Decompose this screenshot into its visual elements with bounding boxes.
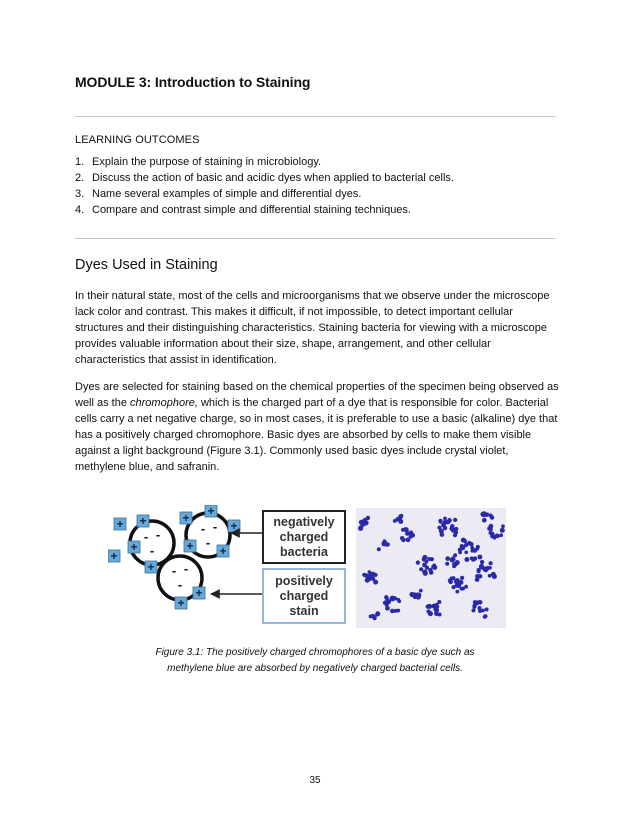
coccus (422, 570, 427, 575)
coccus (371, 576, 375, 580)
coccus (383, 539, 387, 543)
divider-bottom (75, 238, 556, 239)
coccus (491, 572, 496, 577)
coccus (393, 519, 397, 523)
figure-illustration (108, 505, 508, 631)
coccus (453, 518, 457, 522)
svg-text:+: + (230, 519, 238, 533)
coccus (496, 534, 500, 538)
svg-text:+: + (219, 544, 227, 558)
coccus (409, 592, 414, 597)
coccus (406, 538, 411, 543)
divider-top (75, 116, 556, 117)
coccus (385, 606, 390, 611)
coccus (445, 562, 449, 566)
coccus (440, 532, 445, 537)
chromophore-plus (205, 505, 217, 518)
coccus (372, 616, 376, 620)
coccus (366, 516, 370, 520)
caption-line-2: methylene blue are absorbed by negatively charged bacterial cells. (167, 663, 463, 674)
coccus (464, 543, 468, 547)
coccus (488, 561, 492, 565)
coccus (451, 557, 455, 561)
chromophore-plus (175, 596, 187, 610)
section-heading: Dyes Used in Staining (75, 257, 218, 273)
coccus (449, 580, 453, 584)
figure-3-1 (108, 505, 508, 631)
svg-text:+: + (177, 596, 185, 610)
coccus (464, 557, 469, 562)
coccus (471, 608, 475, 612)
coccus (479, 564, 484, 569)
paragraph-natural-state: In their natural state, most of the cells and microorganisms that we observe under the microscope lack color and contrast. This makes it difficult, if not impossible, to detect important cellular structures and their distinguishing characteristics. Staining bacteria for viewing with a microscope provides valuable information about their size, shape, arrangement, and other cellular characteristics that assist in identification. (75, 290, 550, 366)
coccus (385, 598, 389, 602)
chromophore-plus (193, 586, 205, 600)
coccus (411, 533, 415, 537)
coccus (439, 520, 443, 524)
negative-charge: - (200, 521, 206, 536)
chromophore-plus (108, 549, 120, 563)
outcome-text: Compare and contrast simple and differential staining techniques. (92, 204, 411, 216)
negative-charge: - (205, 535, 211, 550)
module-title: MODULE 3: Introduction to Staining (75, 74, 311, 90)
coccus (442, 522, 446, 526)
coccus (428, 611, 433, 616)
chromophore-plus (137, 514, 149, 528)
coccus (469, 542, 474, 547)
chromophore-plus (228, 519, 240, 533)
chromophore-plus (128, 540, 140, 554)
coccus (450, 577, 454, 581)
coccus (480, 560, 484, 564)
svg-text:+: + (186, 539, 194, 553)
coccus (470, 556, 474, 560)
coccus (428, 568, 432, 572)
outcome-item (75, 202, 454, 218)
micrograph (356, 508, 506, 628)
coccus (489, 527, 493, 531)
coccus (485, 608, 489, 612)
coccus (455, 590, 459, 594)
coccus (471, 548, 475, 552)
coccus (416, 560, 420, 564)
outcome-number: 2. (75, 172, 85, 184)
chromophore-plus (180, 511, 192, 525)
coccus (445, 556, 450, 561)
coccus (478, 600, 482, 604)
coccus (473, 600, 477, 604)
learning-outcomes-list (75, 154, 454, 218)
outcome-item (75, 154, 454, 170)
coccus (430, 557, 434, 561)
coccus (475, 577, 480, 582)
chromophore-plus (217, 544, 229, 558)
coccus (419, 589, 423, 593)
svg-text:+: + (110, 549, 118, 563)
paragraph-text: which is the charged part of a dye that is responsible for color. Bacterial cells carry a net negative charge, so in most cases, it is preferable to use a basic (alkaline) dye that has a positively charged chromophore. Basic dyes are absorbed by cells to make them visible against a light background (Figure 3.1). Commonly used basic dyes include crystal violet, methylene blue, and safranin. (75, 397, 558, 473)
label-bacteria-line2: charged (279, 530, 329, 544)
coccus (456, 582, 460, 586)
outcome-number: 1. (75, 156, 85, 168)
svg-text:+: + (182, 511, 190, 525)
coccus (461, 587, 465, 591)
coccus (480, 512, 485, 517)
figure-caption (75, 645, 555, 677)
coccus (416, 596, 420, 600)
chromophore-plus (184, 539, 196, 553)
negative-charge: - (155, 527, 161, 542)
coccus (375, 612, 379, 616)
coccus (393, 596, 397, 600)
charge-diagram (108, 505, 345, 623)
coccus (452, 562, 457, 567)
coccus (364, 573, 369, 578)
coccus (501, 524, 505, 528)
outcome-text: Discuss the action of basic and acidic dyes when applied to bacterial cells. (92, 172, 454, 184)
coccus (396, 609, 400, 613)
coccus (434, 611, 439, 616)
coccus (385, 602, 389, 606)
coccus (477, 569, 481, 573)
chromophore-term: chromophore, (130, 397, 198, 409)
negative-charge: - (171, 563, 177, 578)
label-stain-line1: positively (275, 574, 333, 588)
caption-line-1: Figure 3.1: The positively charged chromophores of a basic dye such as (155, 647, 475, 658)
negative-charge: - (143, 529, 149, 544)
coccus (427, 604, 432, 609)
label-stain-line2: charged (279, 589, 329, 603)
svg-text:+: + (130, 540, 138, 554)
outcome-number: 3. (75, 188, 85, 200)
coccus (458, 551, 462, 555)
coccus (485, 566, 490, 571)
paragraph-text: Dyes are selected for staining based on the chemical properties of the specimen being observed as well as the (75, 381, 559, 409)
coccus (464, 550, 468, 554)
chromophore-plus (145, 560, 157, 574)
svg-text:+: + (139, 514, 147, 528)
coccus (377, 547, 381, 551)
outcome-text: Name several examples of simple and differential dyes. (92, 188, 362, 200)
label-bacteria-line1: negatively (273, 515, 335, 529)
outcome-item (75, 170, 454, 186)
svg-text:+: + (195, 586, 203, 600)
coccus (401, 537, 406, 542)
coccus (405, 531, 409, 535)
learning-outcomes-heading: LEARNING OUTCOMES (75, 134, 200, 146)
coccus (500, 528, 505, 533)
coccus (425, 566, 429, 570)
coccus (460, 576, 464, 580)
label-stain-line3: stain (289, 604, 319, 618)
coccus (360, 520, 364, 524)
coccus (461, 538, 466, 543)
coccus (451, 585, 455, 589)
coccus (369, 615, 373, 619)
coccus (460, 544, 464, 548)
coccus (422, 557, 427, 562)
svg-text:+: + (116, 517, 124, 531)
coccus (365, 521, 369, 525)
paragraph-dye-selection (75, 379, 561, 475)
label-bacteria-line3: bacteria (280, 545, 328, 559)
outcome-text: Explain the purpose of staining in microbiology. (92, 156, 322, 168)
outcome-item (75, 186, 454, 202)
coccus (431, 565, 435, 569)
negative-charge: - (212, 519, 218, 534)
chromophore-plus (114, 517, 126, 531)
negative-charge: - (183, 561, 189, 576)
coccus (476, 545, 480, 549)
coccus (483, 614, 487, 618)
coccus (370, 572, 375, 577)
coccus (488, 531, 492, 535)
coccus (443, 526, 448, 531)
coccus (478, 609, 482, 613)
outcome-number: 4. (75, 204, 85, 216)
coccus (419, 567, 423, 571)
coccus (443, 517, 447, 521)
svg-text:+: + (207, 505, 215, 518)
negative-charge: - (177, 577, 183, 592)
coccus (365, 578, 370, 583)
coccus (454, 527, 458, 531)
svg-text:+: + (147, 560, 155, 574)
coccus (431, 604, 436, 609)
coccus (478, 555, 483, 560)
coccus (403, 527, 408, 532)
coccus (358, 526, 363, 531)
coccus (437, 526, 441, 530)
negative-charge: - (149, 543, 155, 558)
page-number: 35 (309, 775, 321, 786)
coccus (447, 518, 452, 523)
coccus (482, 518, 487, 523)
